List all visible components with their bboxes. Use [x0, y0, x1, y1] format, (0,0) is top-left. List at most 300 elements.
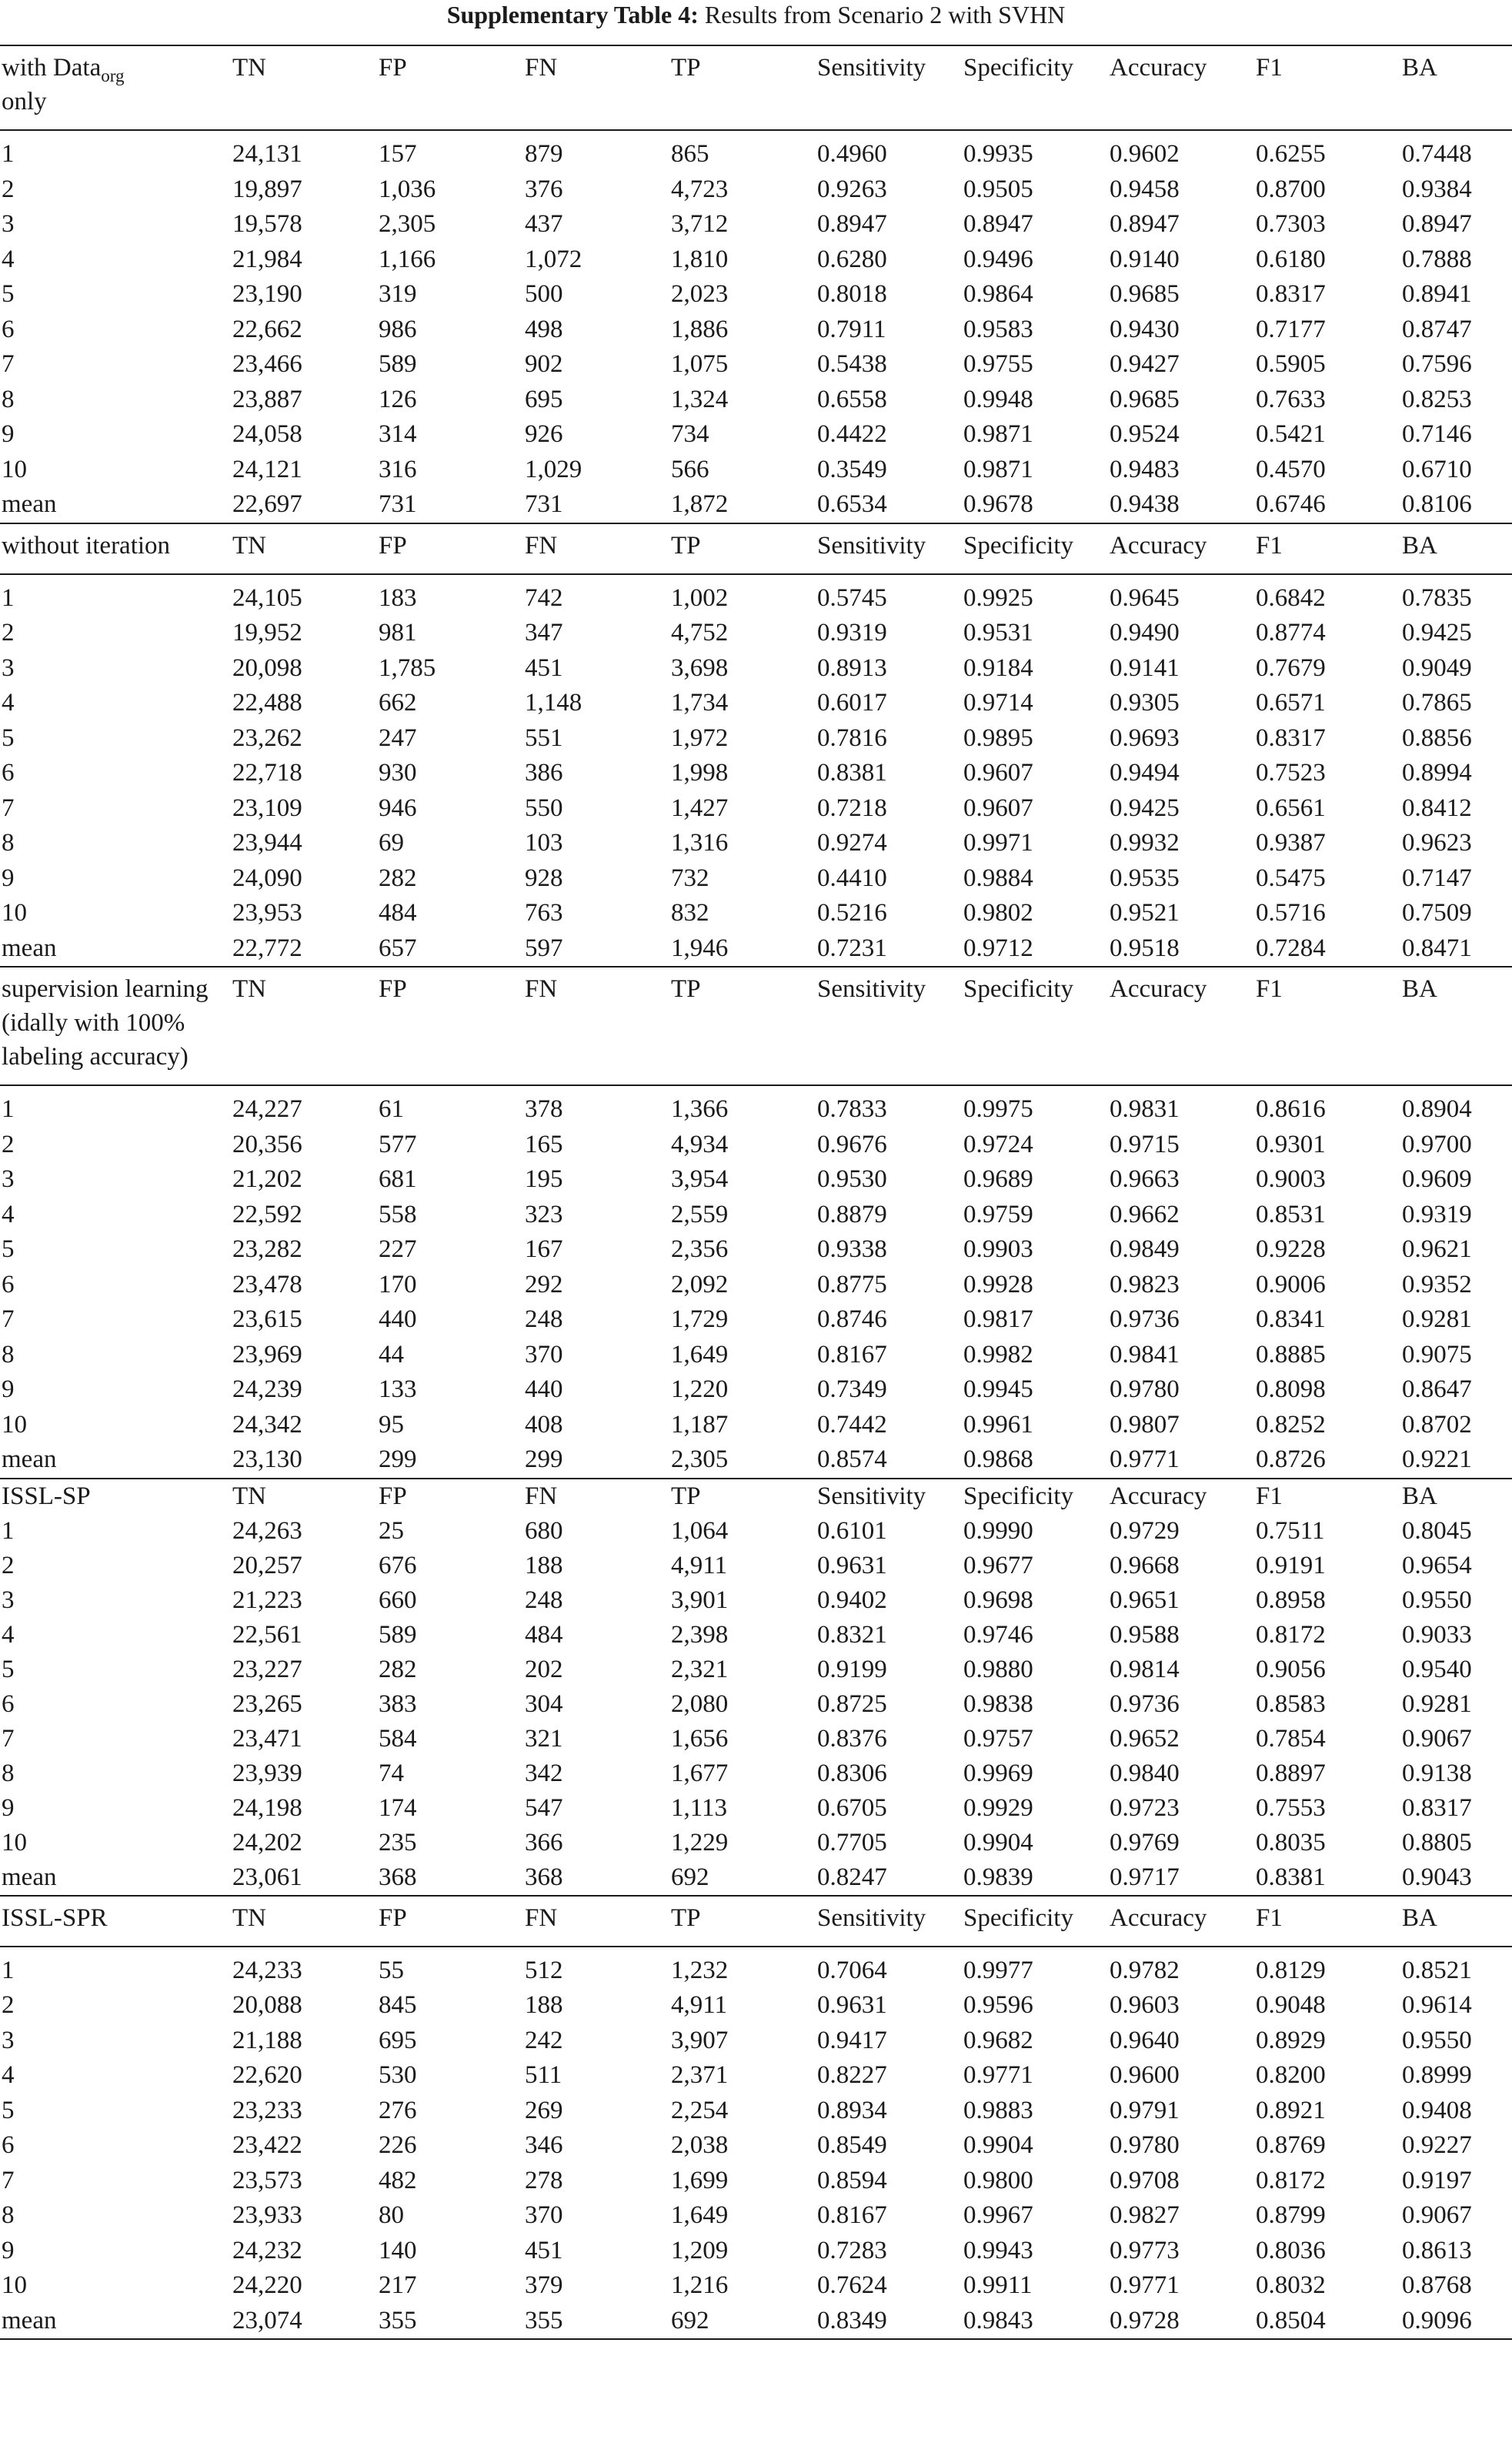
- table-cell: 0.8521: [1402, 1956, 1472, 1984]
- table-cell: 24,342: [232, 1410, 302, 1439]
- table-cell: 0.9755: [963, 350, 1033, 378]
- table-cell: 0.9602: [1110, 140, 1180, 168]
- table-cell: 0.8904: [1402, 1095, 1472, 1123]
- table-cell: 2,080: [671, 1689, 729, 1718]
- table-cell: 2,305: [671, 1445, 729, 1473]
- table-cell: 566: [671, 455, 709, 483]
- table-cell: 0.9305: [1110, 689, 1180, 717]
- table-cell: 0.9049: [1402, 653, 1472, 682]
- table-cell: 0.9607: [963, 794, 1033, 822]
- table-cell: 0.5905: [1256, 350, 1326, 378]
- row-label: 1: [2, 140, 15, 168]
- row-label: 10: [2, 899, 27, 927]
- table-cell: 1,002: [671, 583, 729, 612]
- table-cell: 346: [525, 2131, 563, 2159]
- row-label: 7: [2, 794, 15, 822]
- table-cell: 235: [379, 1828, 417, 1856]
- table-cell: 0.9631: [817, 1991, 887, 2019]
- table-cell: 0.9911: [963, 2271, 1033, 2299]
- row-label: 5: [2, 280, 15, 308]
- table-cell: 662: [379, 689, 417, 717]
- table-cell: 20,356: [232, 1130, 302, 1158]
- table-cell: 276: [379, 2096, 417, 2124]
- table-cell: 1,699: [671, 2166, 729, 2194]
- table-cell: 170: [379, 1270, 417, 1298]
- row-label: 9: [2, 2236, 15, 2264]
- table-row: [0, 130, 1512, 172]
- table-cell: 0.8768: [1402, 2271, 1472, 2299]
- table-cell: 1,029: [525, 455, 582, 483]
- column-header: TN: [231, 45, 377, 130]
- table-cell: 0.9771: [1110, 1445, 1180, 1473]
- table-cell: 0.9723: [1110, 1793, 1180, 1822]
- column-header: TN: [231, 523, 377, 574]
- table-cell: 0.9685: [1110, 385, 1180, 413]
- table-cell: 0.9668: [1110, 1551, 1180, 1579]
- table-cell: 0.9724: [963, 1130, 1033, 1158]
- table-cell: 0.9535: [1110, 864, 1180, 892]
- table-cell: 0.9263: [817, 175, 887, 203]
- table-cell: 1,229: [671, 1828, 729, 1856]
- table-cell: 1,998: [671, 759, 729, 787]
- table-cell: 3,954: [671, 1165, 729, 1193]
- table-row: [0, 1162, 1512, 1198]
- row-label: 1: [2, 1095, 15, 1123]
- table-cell: 0.9864: [963, 280, 1033, 308]
- table-cell: 865: [671, 140, 709, 168]
- table-cell: 0.9925: [963, 583, 1033, 612]
- table-cell: 126: [379, 385, 417, 413]
- table-cell: 902: [525, 350, 563, 378]
- table-row: [0, 1583, 1512, 1618]
- section-header-row: [0, 1479, 1512, 1514]
- table-cell: 366: [525, 1828, 563, 1856]
- column-header: FN: [523, 1896, 669, 1947]
- table-cell: 926: [525, 420, 563, 448]
- table-cell: 316: [379, 455, 417, 483]
- table-row: [0, 453, 1512, 488]
- table-cell: 0.8252: [1256, 1410, 1326, 1439]
- table-cell: 0.9607: [963, 759, 1033, 787]
- table-cell: 0.4422: [817, 420, 887, 448]
- row-label: 3: [2, 653, 15, 682]
- mean-row: [0, 487, 1512, 523]
- column-header: FP: [377, 523, 523, 574]
- table-cell: 0.7553: [1256, 1793, 1326, 1822]
- table-cell: 22,772: [232, 934, 302, 962]
- table-cell: 23,265: [232, 1689, 302, 1718]
- column-header: Specificity: [962, 1479, 1108, 1514]
- table-cell: 0.9096: [1400, 2304, 1512, 2340]
- table-cell: 0.9827: [1110, 2201, 1180, 2229]
- table-cell: 304: [525, 1689, 563, 1718]
- table-cell: 23,422: [232, 2131, 302, 2159]
- table-cell: 24,058: [232, 420, 302, 448]
- table-row: [0, 1372, 1512, 1408]
- column-header: F1: [1254, 45, 1400, 130]
- column-header: FN: [523, 967, 669, 1085]
- table-cell: 227: [379, 1235, 417, 1263]
- row-label: 2: [2, 1991, 15, 2019]
- table-cell: 0.9685: [1110, 280, 1180, 308]
- table-row: [0, 2198, 1512, 2234]
- table-cell: 1,316: [671, 829, 729, 857]
- table-cell: 19,578: [232, 210, 302, 238]
- table-cell: 879: [525, 140, 563, 168]
- table-cell: 4,934: [671, 1130, 729, 1158]
- table-cell: 21,984: [232, 245, 302, 273]
- table-cell: 0.4410: [817, 864, 887, 892]
- table-row: [0, 896, 1512, 931]
- table-cell: 2,356: [671, 1235, 729, 1263]
- row-label: mean: [2, 1445, 57, 1473]
- row-label: 8: [2, 2201, 15, 2229]
- column-header: TN: [231, 967, 377, 1085]
- column-header: FN: [523, 1479, 669, 1514]
- table-cell: 0.5716: [1256, 899, 1326, 927]
- table-cell: 0.9814: [1110, 1655, 1180, 1683]
- table-cell: 0.9138: [1402, 1759, 1472, 1787]
- table-row: [0, 2234, 1512, 2269]
- column-header: BA: [1400, 1896, 1512, 1947]
- table-cell: 0.5421: [1256, 420, 1326, 448]
- table-cell: 0.9281: [1402, 1305, 1472, 1333]
- table-cell: 23,933: [232, 2201, 302, 2229]
- table-cell: 0.8471: [1402, 934, 1472, 962]
- table-cell: 0.9895: [963, 724, 1033, 752]
- table-cell: 0.8999: [1402, 2061, 1472, 2089]
- table-cell: 0.8947: [1110, 210, 1180, 238]
- table-cell: 0.9884: [963, 864, 1033, 892]
- table-cell: 0.8994: [1402, 759, 1472, 787]
- table-cell: 1,427: [671, 794, 729, 822]
- column-header: FN: [523, 523, 669, 574]
- table-cell: 0.8879: [817, 1200, 887, 1228]
- row-label: 6: [2, 1270, 15, 1298]
- column-header: TP: [669, 1479, 816, 1514]
- table-cell: 0.9199: [817, 1655, 887, 1683]
- row-label: 6: [2, 2131, 15, 2159]
- table-cell: 0.6280: [817, 245, 887, 273]
- table-cell: 2,398: [671, 1620, 729, 1649]
- table-cell: 0.9654: [1402, 1551, 1472, 1579]
- table-row: [0, 1618, 1512, 1653]
- table-cell: 24,239: [232, 1375, 302, 1403]
- table-cell: 0.9990: [963, 1516, 1033, 1545]
- table-cell: 0.5475: [1256, 864, 1326, 892]
- table-cell: 4,911: [671, 1551, 728, 1579]
- table-cell: 0.8106: [1402, 490, 1472, 518]
- table-cell: 0.6558: [817, 385, 887, 413]
- table-cell: 0.8504: [1254, 2304, 1400, 2340]
- table-cell: 0.9871: [963, 455, 1033, 483]
- row-label: 7: [2, 1305, 15, 1333]
- section-label: [0, 1896, 231, 1947]
- table-row: [0, 1988, 1512, 2024]
- table-cell: 0.8129: [1256, 1956, 1326, 1984]
- table-cell: 0.9780: [1110, 1375, 1180, 1403]
- table-cell: 731: [379, 490, 417, 518]
- table-cell: 386: [525, 759, 563, 787]
- table-cell: 0.8958: [1256, 1586, 1326, 1614]
- table-cell: 0.9682: [963, 2026, 1033, 2054]
- column-header: TN: [231, 1896, 377, 1947]
- table-cell: 0.9043: [1402, 1863, 1472, 1891]
- table-cell: 188: [525, 1551, 563, 1579]
- table-cell: 0.8036: [1256, 2236, 1326, 2264]
- table-cell: 0.9352: [1402, 1270, 1472, 1298]
- table-cell: 981: [379, 619, 417, 647]
- table-cell: 0.9791: [1110, 2096, 1180, 2124]
- table-cell: 0.9904: [963, 1828, 1033, 1856]
- table-cell: 24,233: [232, 1956, 302, 1984]
- table-cell: 0.9227: [1402, 2131, 1472, 2159]
- table-row: [0, 347, 1512, 383]
- table-cell: 133: [379, 1375, 417, 1403]
- table-cell: 0.9518: [1110, 934, 1180, 962]
- row-label: 5: [2, 1235, 15, 1263]
- column-header: F1: [1254, 967, 1400, 1085]
- table-cell: 183: [379, 583, 417, 612]
- table-cell: 24,202: [232, 1828, 302, 1856]
- table-cell: 23,969: [232, 1340, 302, 1369]
- table-cell: 0.9817: [963, 1305, 1033, 1333]
- row-label: 7: [2, 350, 15, 378]
- table-cell: 451: [525, 2236, 563, 2264]
- table-cell: 695: [525, 385, 563, 413]
- table-cell: 24,220: [232, 2271, 302, 2299]
- table-cell: 23,478: [232, 1270, 302, 1298]
- table-cell: 0.8045: [1402, 1516, 1472, 1545]
- table-cell: 547: [525, 1793, 563, 1822]
- table-cell: 269: [525, 2096, 563, 2124]
- table-row: [0, 277, 1512, 312]
- table-cell: 103: [525, 829, 563, 857]
- section-label-text: with Data: [2, 54, 102, 82]
- row-label: 3: [2, 2026, 15, 2054]
- section-label: [0, 967, 231, 1085]
- table-cell: 1,366: [671, 1095, 729, 1123]
- table-cell: 0.9712: [963, 934, 1033, 962]
- table-cell: 23,887: [232, 385, 302, 413]
- table-cell: 0.8172: [1256, 2166, 1326, 2194]
- table-cell: 0.9771: [1110, 2271, 1180, 2299]
- table-cell: 550: [525, 794, 563, 822]
- table-cell: 0.8616: [1256, 1095, 1326, 1123]
- table-cell: 74: [379, 1759, 404, 1787]
- section-label-subscript: org: [101, 65, 125, 86]
- table-cell: 0.7146: [1402, 420, 1472, 448]
- column-header: F1: [1254, 523, 1400, 574]
- table-cell: 0.9698: [963, 1586, 1033, 1614]
- table-cell: 0.9693: [1110, 724, 1180, 752]
- table-cell: 0.4960: [817, 140, 887, 168]
- row-label: 1: [2, 583, 15, 612]
- table-cell: 0.9006: [1256, 1270, 1326, 1298]
- table-cell: 0.8921: [1256, 2096, 1326, 2124]
- table-cell: 1,064: [671, 1516, 729, 1545]
- table-cell: 217: [379, 2271, 417, 2299]
- table-cell: 0.9301: [1256, 1130, 1326, 1158]
- table-cell: 511: [525, 2061, 562, 2089]
- table-cell: 24,121: [232, 455, 302, 483]
- table-cell: 0.8947: [817, 210, 887, 238]
- column-header: BA: [1400, 45, 1512, 130]
- column-header: Specificity: [962, 1896, 1108, 1947]
- table-cell: 0.9425: [1110, 794, 1180, 822]
- table-cell: 0.9868: [963, 1445, 1033, 1473]
- row-label: 4: [2, 1620, 15, 1649]
- table-cell: 0.9417: [817, 2026, 887, 2054]
- table-cell: 695: [379, 2026, 417, 2054]
- table-cell: 0.9967: [963, 2201, 1033, 2229]
- table-cell: 928: [525, 864, 563, 892]
- table-cell: 1,166: [379, 245, 436, 273]
- table-row: [0, 721, 1512, 757]
- table-cell: 0.9540: [1402, 1655, 1472, 1683]
- table-cell: 0.9700: [1402, 1130, 1472, 1158]
- table-cell: 342: [525, 1759, 563, 1787]
- table-cell: 0.9621: [1402, 1235, 1472, 1263]
- row-label: 5: [2, 2096, 15, 2124]
- table-cell: 0.9141: [1110, 653, 1180, 682]
- table-cell: 20,257: [232, 1551, 302, 1579]
- table-cell: 0.8227: [817, 2061, 887, 2089]
- table-cell: 0.8769: [1256, 2131, 1326, 2159]
- table-cell: 0.8897: [1256, 1759, 1326, 1787]
- table-cell: 321: [525, 1724, 563, 1753]
- table-cell: 0.9948: [963, 385, 1033, 413]
- column-header: FP: [377, 967, 523, 1085]
- table-cell: 0.9904: [963, 2131, 1033, 2159]
- table-cell: 20,098: [232, 653, 302, 682]
- column-header: FN: [523, 45, 669, 130]
- table-cell: 202: [525, 1655, 563, 1683]
- row-label: 4: [2, 1200, 15, 1228]
- table-cell: 597: [525, 934, 563, 962]
- table-cell: 0.9387: [1256, 829, 1326, 857]
- column-header: Sensitivity: [816, 967, 962, 1085]
- table-cell: 0.8799: [1256, 2201, 1326, 2229]
- table-cell: 0.9221: [1402, 1445, 1472, 1473]
- table-cell: 22,592: [232, 1200, 302, 1228]
- table-cell: 512: [525, 1956, 563, 1984]
- column-header: BA: [1400, 523, 1512, 574]
- row-label: 8: [2, 829, 15, 857]
- table-cell: 0.8941: [1402, 280, 1472, 308]
- table-cell: 23,573: [232, 2166, 302, 2194]
- column-header: Specificity: [962, 967, 1108, 1085]
- table-cell: 763: [525, 899, 563, 927]
- table-cell: 0.8349: [816, 2304, 962, 2340]
- table-cell: 0.8947: [963, 210, 1033, 238]
- table-cell: 1,729: [671, 1305, 729, 1333]
- table-cell: 1,946: [671, 934, 729, 962]
- table-cell: 0.8805: [1402, 1828, 1472, 1856]
- table-cell: 282: [379, 864, 417, 892]
- table-cell: 0.6561: [1256, 794, 1326, 822]
- table-cell: 0.6017: [817, 689, 887, 717]
- table-cell: 0.9677: [963, 1551, 1033, 1579]
- table-cell: 0.9759: [963, 1200, 1033, 1228]
- table-cell: 3,712: [671, 210, 729, 238]
- table-cell: 0.7177: [1256, 315, 1326, 343]
- table-cell: 0.9319: [817, 619, 887, 647]
- table-cell: 22,697: [232, 490, 302, 518]
- table-cell: 0.9425: [1402, 619, 1472, 647]
- table-cell: 0.7865: [1402, 689, 1472, 717]
- table-row: [0, 2128, 1512, 2164]
- table-cell: 0.9067: [1402, 1724, 1472, 1753]
- table-row: [0, 1232, 1512, 1268]
- row-label: 2: [2, 175, 15, 203]
- table-cell: 0.5438: [817, 350, 887, 378]
- table-cell: 0.8702: [1402, 1410, 1472, 1439]
- table-cell: 4,723: [671, 175, 729, 203]
- table-cell: 95: [379, 1410, 404, 1439]
- column-header: Sensitivity: [816, 45, 962, 130]
- table-cell: 23,944: [232, 829, 302, 857]
- column-header: Specificity: [962, 523, 1108, 574]
- table-cell: 0.5745: [817, 583, 887, 612]
- table-cell: 55: [379, 1956, 404, 1984]
- table-cell: 21,223: [232, 1586, 302, 1614]
- table-cell: 2,254: [671, 2096, 729, 2124]
- table-cell: 0.5216: [817, 899, 887, 927]
- table-cell: 0.8317: [1256, 724, 1326, 752]
- table-cell: 0.9676: [817, 1130, 887, 1158]
- table-cell: 0.9140: [1110, 245, 1180, 273]
- table-row: [0, 1128, 1512, 1163]
- table-cell: 0.9883: [963, 2096, 1033, 2124]
- table-row: [0, 686, 1512, 721]
- table-cell: 0.6746: [1256, 490, 1326, 518]
- table-cell: 0.8613: [1402, 2236, 1472, 2264]
- table-cell: 383: [379, 1689, 417, 1718]
- table-cell: 0.9319: [1402, 1200, 1472, 1228]
- table-cell: 0.7442: [817, 1410, 887, 1439]
- table-cell: 0.8747: [1402, 315, 1472, 343]
- table-cell: 282: [379, 1655, 417, 1683]
- row-label: 2: [2, 1551, 15, 1579]
- table-cell: 21,188: [232, 2026, 302, 2054]
- table-cell: 1,209: [671, 2236, 729, 2264]
- table-cell: 0.9281: [1402, 1689, 1472, 1718]
- table-cell: 1,649: [671, 1340, 729, 1369]
- table-cell: 0.6571: [1256, 689, 1326, 717]
- table-row: [0, 1268, 1512, 1303]
- column-header: Accuracy: [1108, 1896, 1254, 1947]
- table-cell: 0.9769: [1110, 1828, 1180, 1856]
- table-row: [0, 312, 1512, 348]
- table-cell: 0.8725: [817, 1689, 887, 1718]
- table-cell: 0.9430: [1110, 315, 1180, 343]
- table-cell: 2,371: [671, 2061, 729, 2089]
- table-cell: 0.7705: [817, 1828, 887, 1856]
- table-cell: 0.9663: [1110, 1165, 1180, 1193]
- table-cell: 558: [379, 1200, 417, 1228]
- table-row: [0, 242, 1512, 278]
- table-cell: 0.3549: [817, 455, 887, 483]
- table-cell: 0.9531: [963, 619, 1033, 647]
- table-cell: 0.9736: [1110, 1689, 1180, 1718]
- table-cell: 0.9903: [963, 1235, 1033, 1263]
- table-row: [0, 651, 1512, 687]
- table-cell: 0.9530: [817, 1165, 887, 1193]
- table-cell: 0.8412: [1402, 794, 1472, 822]
- table-cell: 0.9708: [1110, 2166, 1180, 2194]
- table-cell: 0.8306: [817, 1759, 887, 1787]
